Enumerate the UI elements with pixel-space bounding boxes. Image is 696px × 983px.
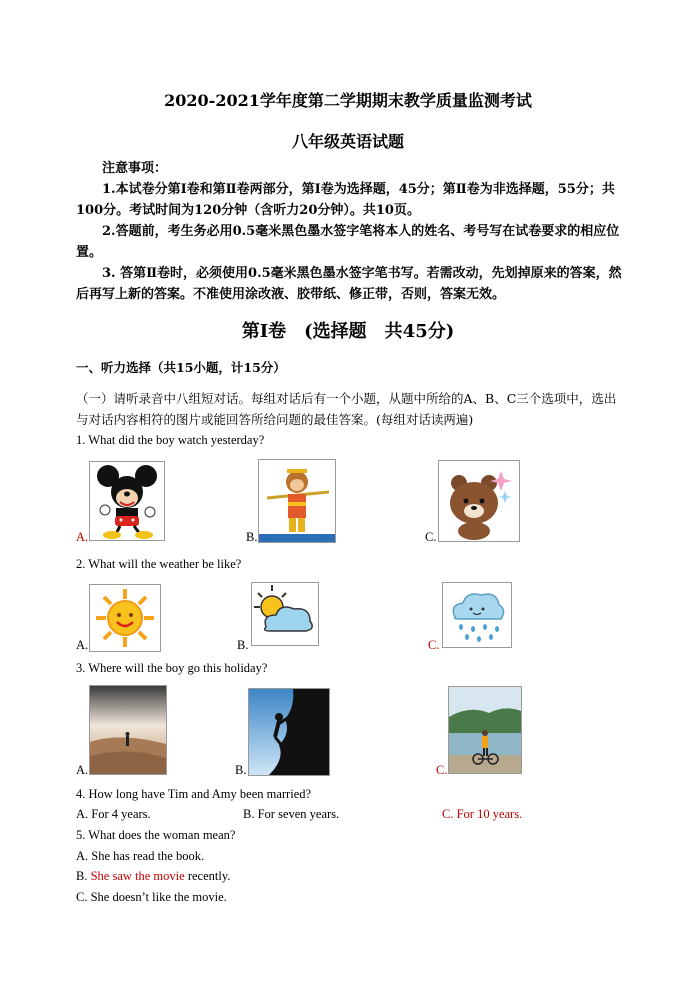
sun-behind-cloud-icon [251, 582, 319, 646]
question-3: 3. Where will the boy go this holiday? [76, 661, 268, 675]
desert-icon [89, 685, 167, 775]
rain-cloud-icon [442, 582, 512, 648]
question-1: 1. What did the boy watch yesterday? [76, 433, 265, 447]
q3-option-a: A. [76, 763, 89, 777]
q1-option-c: C. [425, 530, 437, 544]
notes-item-2: 2.答题前，考生务必用0.5毫米黑色墨水签字笔将本人的姓名、考号写在试卷要求的相应位置。 [76, 224, 620, 260]
exam-subtitle: 八年级英语试题 [291, 132, 404, 151]
q5-option-b-letter: B. [76, 869, 88, 883]
exam-title: 2020-2021学年度第二学期期末教学质量监测考试 [164, 91, 532, 110]
mickey-mouse-icon [89, 461, 165, 541]
monkey-king-icon [258, 459, 336, 543]
sun-icon [89, 584, 161, 652]
notes-item-3: 3. 答第Ⅱ卷时，必须使用0.5毫米黑色墨水签字笔书写。若需改动，先划掉原来的答案，然后再写上新的答案。不准使用涂改液、胶带纸、修正带，否则，答案无效。 [76, 266, 622, 302]
q5-option-b-red-text: She saw the movie [90, 869, 185, 883]
q4-option-a: A. For 4 years. [76, 807, 151, 821]
q5-option-b [76, 869, 230, 884]
q2-option-b: B. [237, 638, 249, 652]
part1-heading: 一、听力选择（共15小题，计15分） [76, 360, 286, 375]
q5-option-c: C. She doesn’t like the movie. [76, 890, 227, 904]
q5-option-a: A. She has read the book. [76, 849, 205, 863]
part1-instruction: （一）请听录音中八组短对话。每组对话后有一个小题，从题中所给的A、B、C三个选项中，选出与对话内容相符的图片或能回答所给问题的最佳答案。(每组对话读两遍) [76, 391, 617, 427]
q3-option-c: C. [436, 763, 448, 777]
question-2: 2. What will the weather be like? [76, 557, 242, 571]
q5-option-b-rest: recently. [184, 869, 231, 883]
riverside-cycling-icon [448, 686, 522, 774]
q3-option-b: B. [235, 763, 247, 777]
notes-block [76, 158, 622, 305]
question-4: 4. How long have Tim and Amy been married? [76, 787, 312, 801]
q4-option-b: B. For seven years. [243, 807, 340, 821]
question-5: 5. What does the woman mean? [76, 828, 236, 842]
q4-option-c: C. For 10 years. [442, 807, 523, 821]
section-title: 第Ⅰ卷 (选择题 共45分) [241, 321, 455, 342]
q2-option-a: A. [76, 638, 89, 652]
brown-bear-icon [438, 460, 520, 542]
notes-heading: 注意事项： [102, 161, 168, 176]
q2-option-c: C. [428, 638, 440, 652]
q1-option-b: B. [246, 530, 258, 544]
q1-option-a: A. [76, 530, 89, 544]
rock-climbing-icon [248, 688, 330, 776]
notes-item-1: 1.本试卷分第Ⅰ卷和第Ⅱ卷两部分，第Ⅰ卷为选择题，45分；第Ⅱ卷为非选择题，55分；共100分。考试时间为120分钟（含听力20分钟）。共10页。 [76, 182, 615, 218]
